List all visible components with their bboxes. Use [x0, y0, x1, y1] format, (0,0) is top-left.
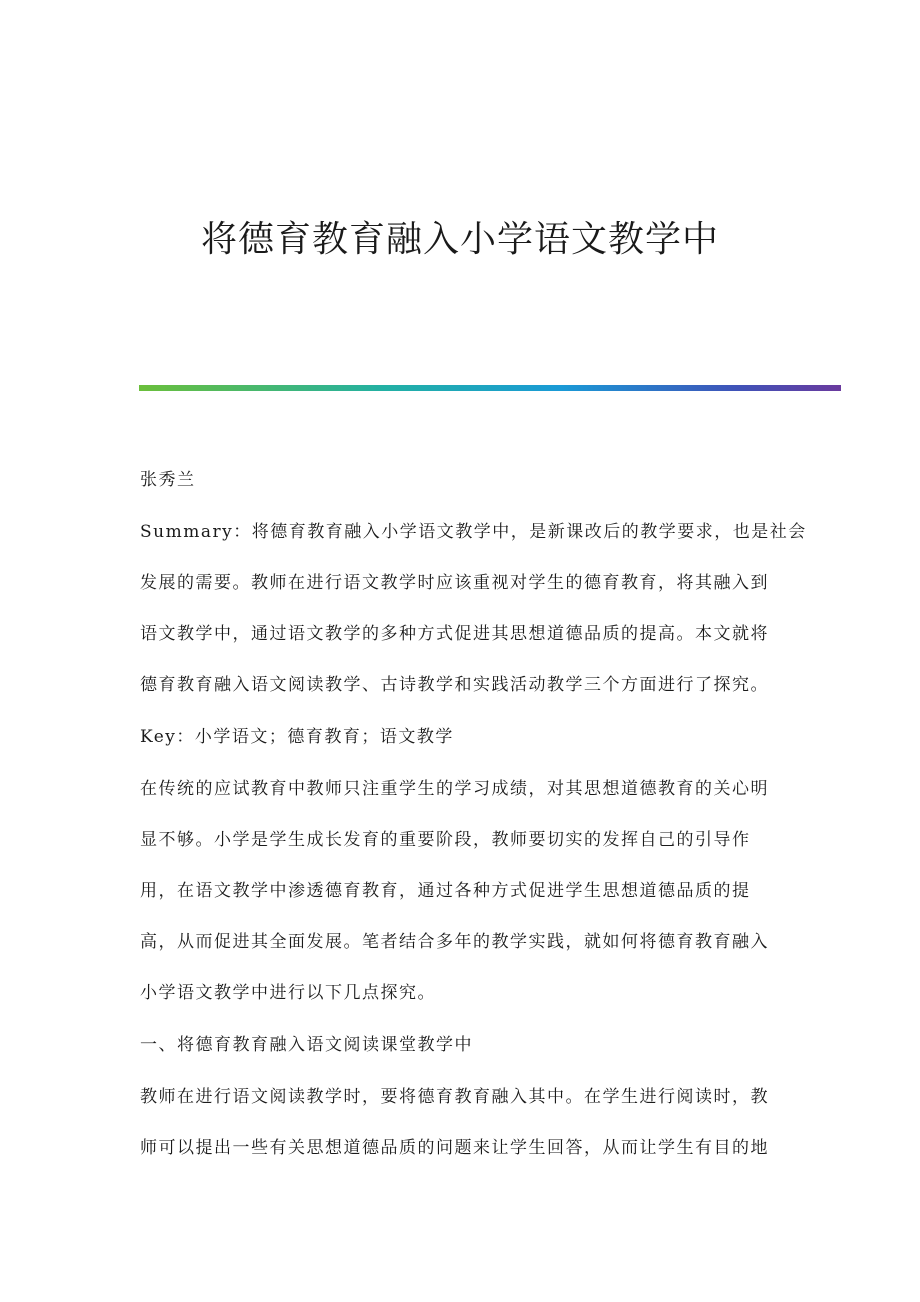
- document-title: 将德育教育融入小学语文教学中: [200, 219, 719, 260]
- section1-line: 教师在进行语文阅读教学时，要将德育教育融入其中。在学生进行阅读时，教: [140, 1087, 769, 1107]
- title-accent-bar: [139, 385, 841, 391]
- intro-line: 高，从而促进其全面发展。笔者结合多年的教学实践，就如何将德育教育融入: [140, 932, 769, 952]
- section-heading: [140, 1029, 780, 1061]
- document-body: [140, 464, 807, 1184]
- summary-line: 发展的需要。教师在进行语文教学时应该重视对学生的德育教育，将其融入到: [140, 573, 769, 593]
- intro-line: 显不够。小学是学生成长发育的重要阶段，教师要切实的发挥自己的引导作: [140, 830, 751, 850]
- intro-line: 用，在语文教学中渗透德育教育，通过各种方式促进学生思想道德品质的提: [140, 881, 751, 901]
- summary-line: 语文教学中，通过语文教学的多种方式促进其思想道德品质的提高。本文就将: [140, 624, 769, 644]
- intro-line: 小学语文教学中进行以下几点探究。: [140, 983, 436, 1003]
- summary-line: 德育教育融入语文阅读教学、古诗教学和实践活动教学三个方面进行了探究。: [140, 675, 769, 695]
- keywords-line: Key：小学语文；德育教育；语文教学: [140, 727, 454, 747]
- summary-paragraph: [140, 516, 807, 701]
- section1-line: 师可以提出一些有关思想道德品质的问题来让学生回答，从而让学生有目的地: [140, 1138, 769, 1158]
- summary-line: Summary：将德育教育融入小学语文教学中，是新课改后的教学要求，也是社会: [140, 522, 807, 542]
- keywords-paragraph: [140, 721, 780, 753]
- intro-line: 在传统的应试教育中教师只注重学生的学习成绩，对其思想道德教育的关心明: [140, 779, 769, 799]
- section1-paragraph: [140, 1081, 780, 1164]
- section1-heading: 一、将德育教育融入语文阅读课堂教学中: [140, 1035, 473, 1055]
- author-name: 张秀兰: [140, 470, 196, 490]
- intro-paragraph: [140, 773, 780, 1009]
